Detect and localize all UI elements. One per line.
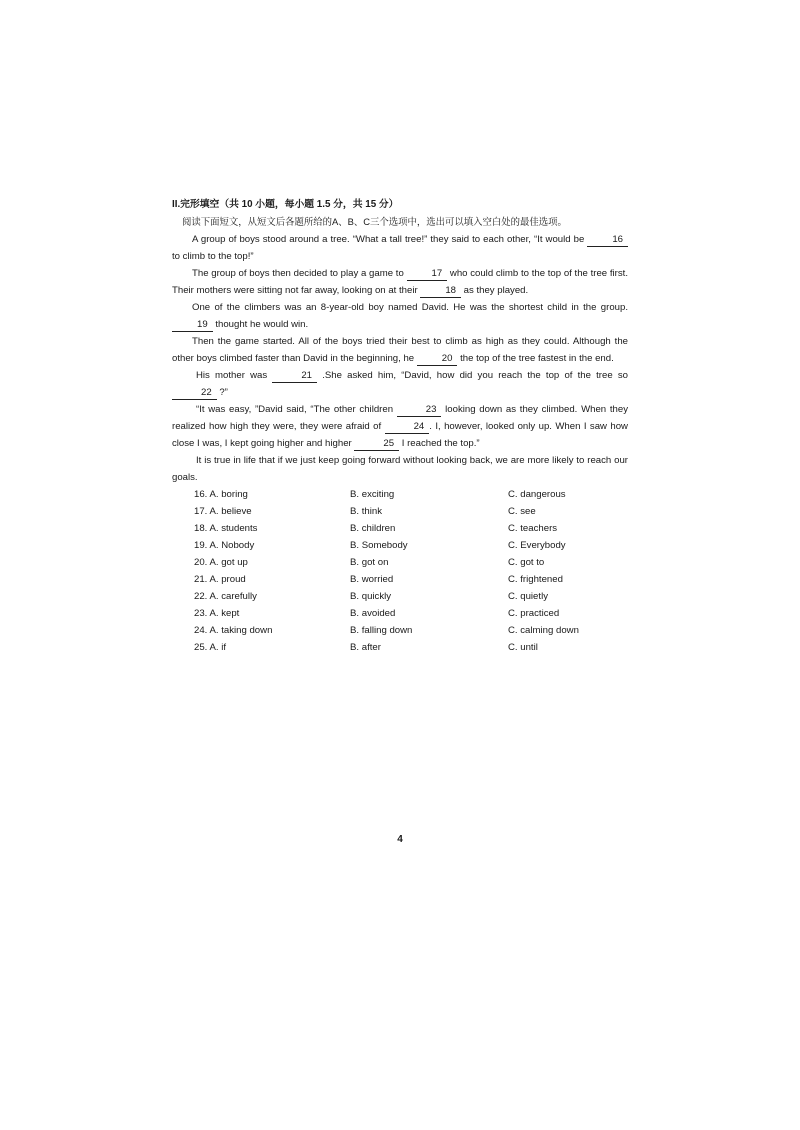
answer-options [172, 486, 628, 656]
option-c: C. dangerous [508, 489, 566, 500]
option-row [172, 537, 628, 554]
option-a: 22. A. carefully [194, 591, 257, 602]
option-a: 16. A. boring [194, 489, 248, 500]
blank-23: 23 [397, 404, 442, 417]
option-a: 17. A. believe [194, 506, 252, 517]
option-row [172, 588, 628, 605]
passage-paragraph-5 [172, 367, 628, 401]
option-a: 20. A. got up [194, 557, 248, 568]
option-c: C. Everybody [508, 540, 566, 551]
text: the top of the tree fastest in the end. [457, 353, 614, 364]
option-b: B. falling down [350, 625, 413, 636]
option-c: C. frightened [508, 574, 563, 585]
option-a: 21. A. proud [194, 574, 246, 585]
option-a: 19. A. Nobody [194, 540, 255, 551]
option-row [172, 554, 628, 571]
blank-18: 18 [420, 285, 461, 298]
passage-paragraph-2 [172, 265, 628, 299]
option-b: B. avoided [350, 608, 396, 619]
text: Then the game started. All of the boys tried their best to climb as high as they could. Although the other boys climbed faster than David in the beginning, he [172, 336, 628, 364]
option-b: B. after [350, 642, 381, 653]
passage-paragraph-1 [172, 231, 628, 265]
blank-20: 20 [417, 353, 458, 366]
blank-16: 16 [587, 234, 628, 247]
text: A group of boys stood around a tree. “What a tall tree!” they said to each other, “It would be [192, 234, 588, 245]
option-c: C. teachers [508, 523, 558, 534]
text: “It was easy, ”David said, “The other children [196, 404, 397, 415]
text: ?” [216, 387, 228, 398]
blank-21: 21 [272, 370, 317, 383]
option-row [172, 520, 628, 537]
text: looking down as they climbed. When they realized how high they were, they were afraid of [172, 404, 628, 432]
option-c: C. got to [508, 557, 545, 568]
option-a: 23. A. kept [194, 608, 240, 619]
option-c: C. practiced [508, 608, 560, 619]
option-b: B. Somebody [350, 540, 408, 551]
passage-paragraph-3 [172, 299, 628, 333]
passage-paragraph-4 [172, 333, 628, 367]
text: I reached the top.” [399, 438, 480, 449]
blank-22: 22 [172, 387, 217, 400]
option-b: B. think [350, 506, 382, 517]
option-row [172, 503, 628, 520]
text: . I, however, looked only up. When I saw how close I was, I kept going higher and higher [172, 421, 628, 449]
text: as they played. [460, 285, 529, 296]
text: It is true in life that if we just keep going forward without looking back, we are more likely to reach our goals. [172, 455, 628, 483]
option-b: B. worried [350, 574, 394, 585]
option-a: 24. A. taking down [194, 625, 273, 636]
option-b: B. got on [350, 557, 389, 568]
blank-25: 25 [354, 438, 399, 451]
option-c: C. quietly [508, 591, 548, 602]
section-instruction: 阅读下面短文，从短文后各题所给的A、B、C三个选项中，选出可以填入空白处的最佳选项。 [182, 216, 567, 227]
text: thought he would win. [212, 319, 309, 330]
option-row [172, 639, 628, 656]
text: The group of boys then decided to play a game to [192, 268, 407, 279]
text: .She asked him, “David, how did you reach the top of the tree so [317, 370, 628, 381]
section-heading: II.完形填空（共 10 小题，每小题 1.5 分，共 15 分） [172, 199, 399, 210]
text: One of the climbers was an 8-year-old boy named David. He was the shortest child in the group. [192, 302, 628, 313]
option-c: C. see [508, 506, 536, 517]
option-b: B. quickly [350, 591, 392, 602]
option-row [172, 605, 628, 622]
passage-paragraph-6 [172, 401, 628, 452]
page-number: 4 [397, 834, 403, 845]
option-row [172, 622, 628, 639]
option-row [172, 571, 628, 588]
option-a: 25. A. if [194, 642, 226, 653]
blank-24: 24 [385, 421, 430, 434]
blank-19: 19 [172, 319, 213, 332]
option-b: B. exciting [350, 489, 395, 500]
text: His mother was [196, 370, 273, 381]
option-c: C. until [508, 642, 538, 653]
passage-paragraph-7 [172, 452, 628, 486]
option-b: B. children [350, 523, 396, 534]
option-c: C. calming down [508, 625, 579, 636]
text: to climb to the top!” [172, 251, 254, 262]
option-a: 18. A. students [194, 523, 258, 534]
option-row [172, 486, 628, 503]
text: who could climb to the top of the tree first. Their mothers were sitting not far away, looking on at their [172, 268, 628, 296]
blank-17: 17 [407, 268, 448, 281]
cloze-section [172, 196, 628, 656]
